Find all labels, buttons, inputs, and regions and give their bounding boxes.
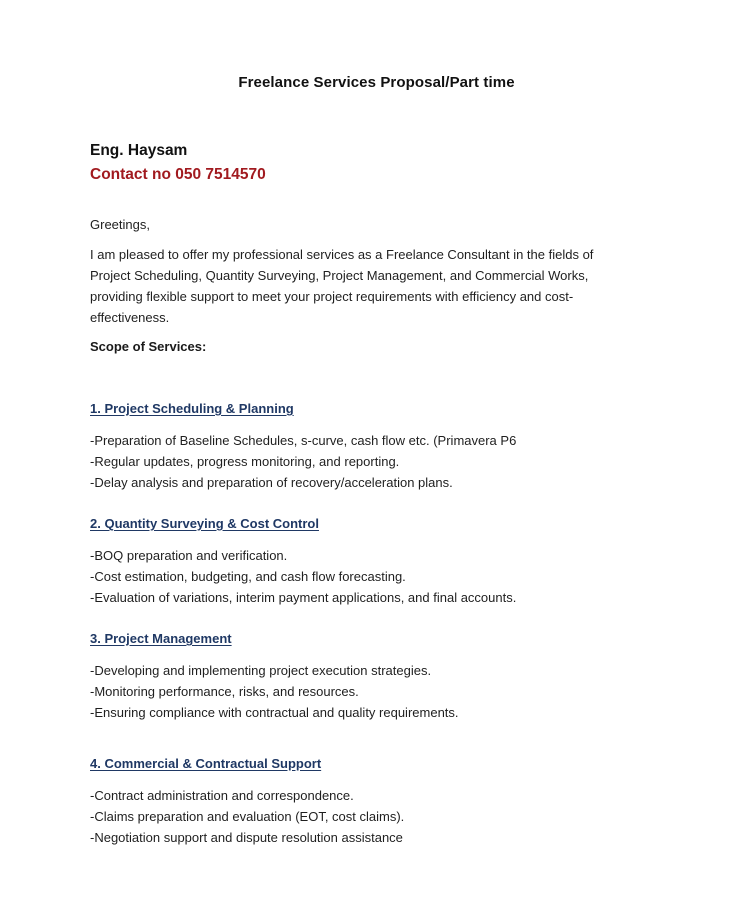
- intro-line: Project Scheduling, Quantity Surveying, Project Management, and Commercial Works,: [90, 268, 589, 283]
- list-item: -Cost estimation, budgeting, and cash flow forecasting.: [90, 569, 406, 584]
- list-item: -Regular updates, progress monitoring, and reporting.: [90, 454, 400, 469]
- intro-line: providing flexible support to meet your project requirements with efficiency and cost-: [90, 289, 574, 304]
- list-item: -Developing and implementing project execution strategies.: [90, 663, 432, 678]
- section-heading-project-management: 3. Project Management: [90, 631, 232, 646]
- section-heading-scheduling: 1. Project Scheduling & Planning: [90, 401, 294, 416]
- list-item: -Ensuring compliance with contractual and quality requirements.: [90, 705, 459, 720]
- list-item: -Evaluation of variations, interim payment applications, and final accounts.: [90, 590, 517, 605]
- document-title: Freelance Services Proposal/Part time: [238, 74, 515, 91]
- list-item: -Claims preparation and evaluation (EOT, cost claims).: [90, 809, 405, 824]
- section-heading-commercial: 4. Commercial & Contractual Support: [90, 756, 322, 771]
- intro-line: I am pleased to offer my professional services as a Freelance Consultant in the fields of: [90, 247, 594, 262]
- list-item: -Monitoring performance, risks, and resources.: [90, 684, 359, 699]
- contact-number: Contact no 050 7514570: [90, 166, 266, 183]
- section-list-quantity-surveying: [90, 545, 516, 608]
- section-heading-quantity-surveying: 2. Quantity Surveying & Cost Control: [90, 516, 319, 531]
- list-item: -Preparation of Baseline Schedules, s-curve, cash flow etc. (Primavera P6: [90, 433, 517, 448]
- section-list-commercial: [90, 785, 404, 848]
- list-item: -Negotiation support and dispute resolution assistance: [90, 830, 403, 845]
- intro-line: effectiveness.: [90, 310, 170, 325]
- greeting: Greetings,: [90, 217, 150, 232]
- scope-heading: Scope of Services:: [90, 339, 207, 354]
- list-item: -BOQ preparation and verification.: [90, 548, 288, 563]
- section-list-project-management: [90, 660, 459, 723]
- section-list-scheduling: [90, 430, 516, 493]
- author-name: Eng. Haysam: [90, 142, 188, 159]
- list-item: -Contract administration and correspondence.: [90, 788, 354, 803]
- intro-paragraph: [90, 244, 660, 328]
- list-item: -Delay analysis and preparation of recovery/acceleration plans.: [90, 475, 453, 490]
